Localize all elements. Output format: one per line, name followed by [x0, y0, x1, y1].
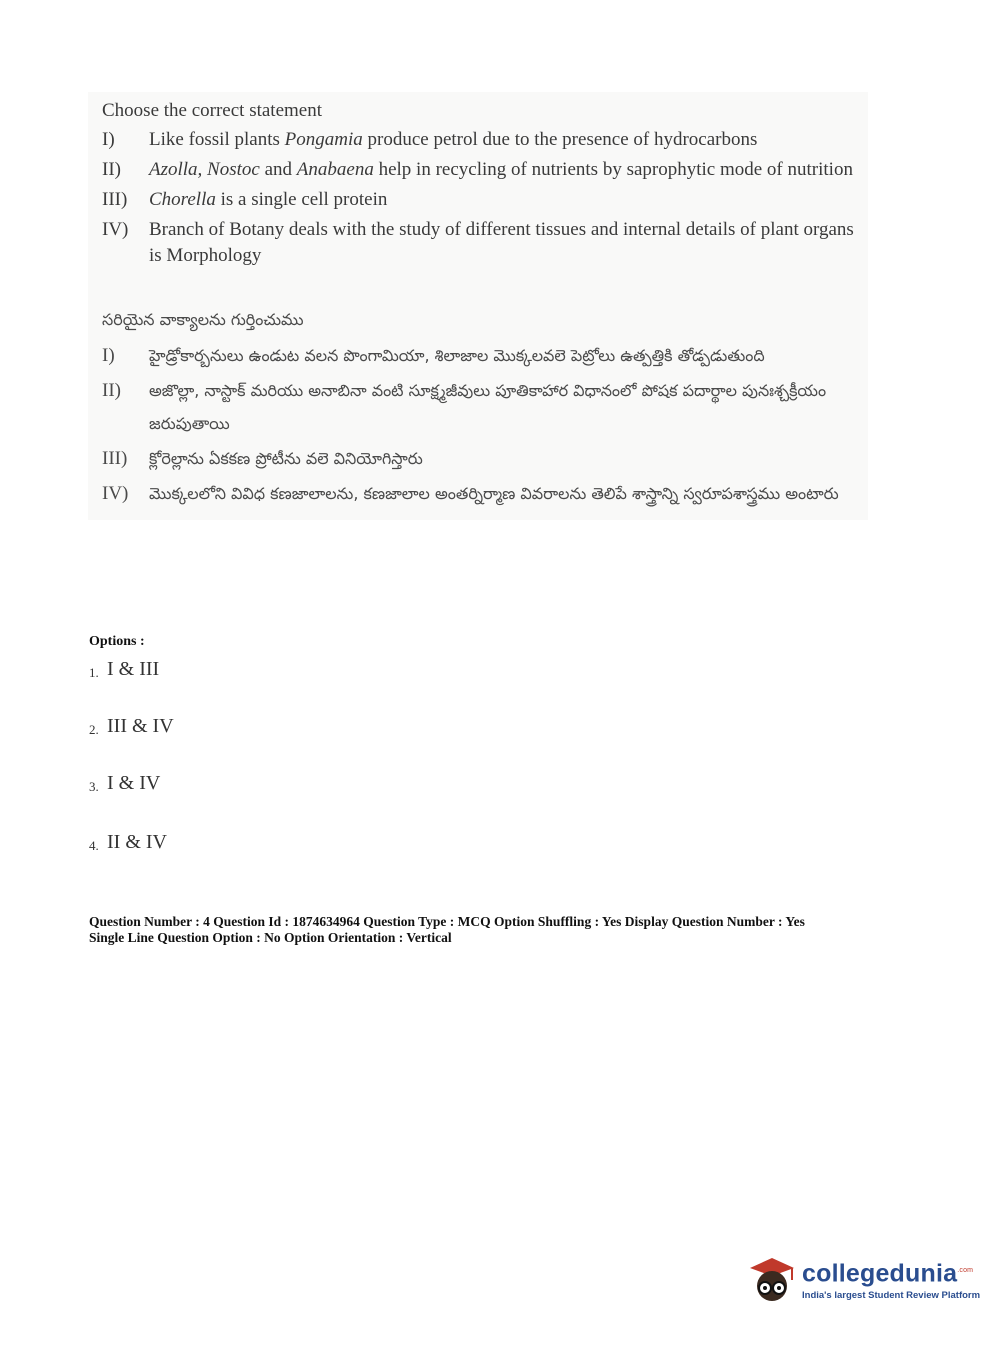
statement-te-2: II) అజొల్లా, నాస్టాక్ మరియు అనాబినా వంటి సూక్ష్మజీవులు పూతికాహార విధానంలో పోషక పదార్థాల పునఃశ్చక్రీయం జరుపుతాయి [102, 380, 827, 433]
statement-en-2: II) Azolla, Nostoc and Anabaena help in recycling of nutrients by saprophytic mode of nutrition [102, 159, 853, 180]
option-1[interactable]: 1. I & III [89, 658, 160, 680]
option-2[interactable]: 2. III & IV [89, 715, 174, 737]
logo-name: collegedunia [802, 1259, 958, 1288]
statement-en-3: III) Chorella is a single cell protein [102, 189, 388, 210]
option-4[interactable]: 4. II & IV [89, 831, 167, 853]
option-3[interactable]: 3. I & IV [89, 772, 161, 794]
statement-en-1: I) Like fossil plants Pongamia produce petrol due to the presence of hydrocarbons [102, 129, 758, 150]
statement-te-1: I) హైడ్రోకార్బనులు ఉండుట వలన పొంగామియా, శిలాజాల మొక్కలవలె పెట్రోలు ఉత్పత్తికి తోడ్పడుతుంది [102, 345, 765, 366]
options-label: Options : [89, 634, 145, 649]
question-metadata [89, 914, 805, 946]
question-telugu [88, 273, 868, 520]
question-title-english: Choose the correct statement [102, 100, 323, 121]
logo-suffix: .com [957, 1267, 974, 1275]
statement-te-4: IV) మొక్కలలోని వివిధ కణజాలాలను, కణజాలాల అంతర్నిర్మాణ వివరాలను తెలిపే శాస్త్రాన్ని స్వరూపశాస్త్రము అంటారు [102, 483, 839, 504]
statement-en-4: IV) Branch of Botany deals with the study of different tissues and internal details of plant organs is Morphology [102, 219, 854, 266]
collegedunia-logo [742, 1250, 980, 1308]
question-english [88, 92, 868, 269]
metadata-line-2: Single Line Question Option : No Option Orientation : Vertical [89, 930, 452, 945]
question-title-telugu: సరియైన వాక్యాలను గుర్తించుము [102, 310, 304, 329]
metadata-line-1: Question Number : 4 Question Id : 1874634964 Question Type : MCQ Option Shuffling : Yes Display Question Number : Yes [89, 914, 805, 929]
question-scan [88, 92, 868, 520]
student-mascot-icon [742, 1250, 800, 1308]
statement-te-3: III) క్లోరెల్లాను ఏకకణ ప్రోటీను వలె వినియోగిస్తారు [102, 448, 423, 469]
logo-tagline: India's largest Student Review Platform [802, 1289, 981, 1301]
